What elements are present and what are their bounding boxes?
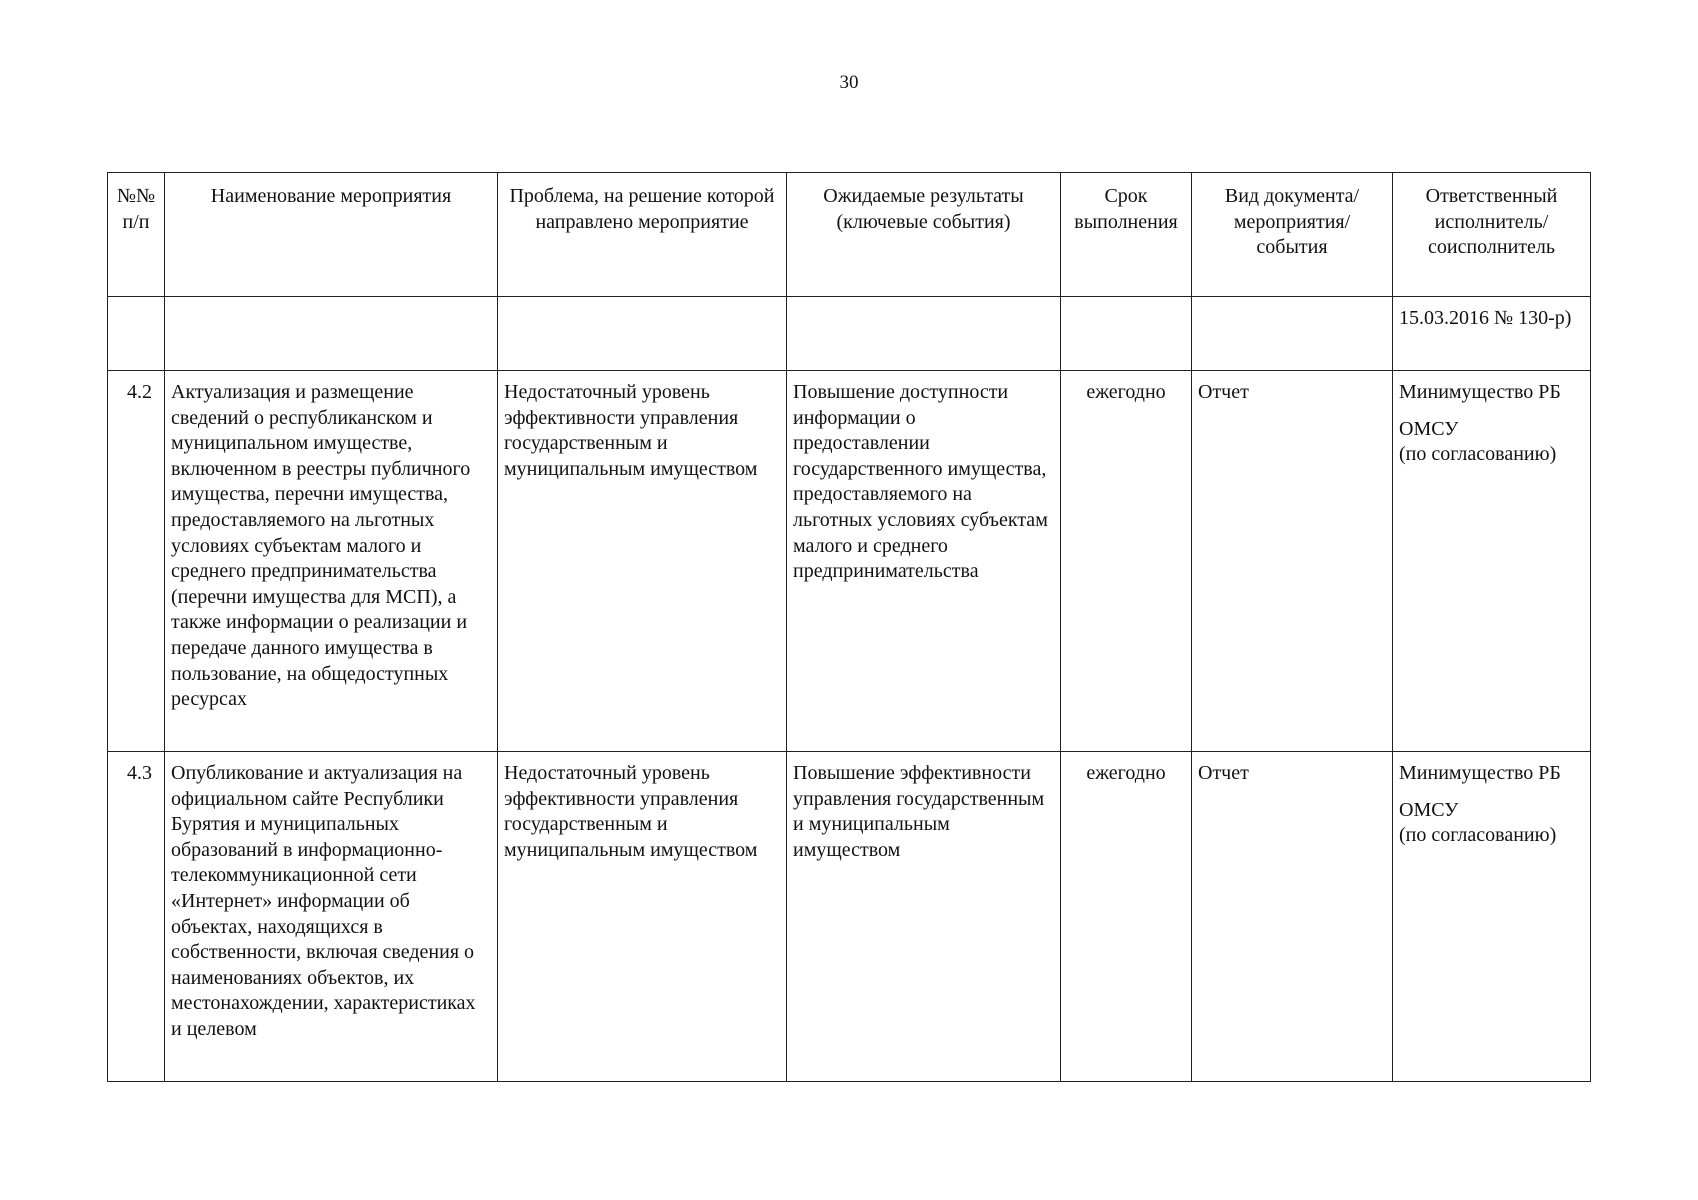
responsible-municipal: ОМСУ <box>1399 417 1459 440</box>
header-activity-name: Наименование мероприятия <box>165 173 498 297</box>
deadline-cell: ежегодно <box>1061 371 1192 752</box>
expected-result-cell: Повышение эффективности управления государственным и муниципальным имуществом <box>787 752 1061 1082</box>
problem-cell: Недостаточный уровень эффективности управления государственным и муниципальным имуществом <box>498 371 787 752</box>
table-header-row <box>108 173 1591 297</box>
deadline-cell <box>1061 297 1192 371</box>
table-row <box>108 371 1591 752</box>
header-document-type: Вид документа/ мероприятия/ события <box>1192 173 1393 297</box>
deadline-cell: ежегодно <box>1061 752 1192 1082</box>
problem-cell <box>498 297 787 371</box>
activity-name-cell: Актуализация и размещение сведений о республиканском и муниципальном имуществе, включенном в реестры публичного имущества, перечни имущества, предоставляемого на льготных условиях субъектам малого и среднего предпринимательства (перечни имущества для МСП), а также информации о реализации и передаче данного имущества в пользование, на общедоступных ресурсах <box>165 371 498 752</box>
responsible-continuation: 15.03.2016 № 130-р) <box>1399 307 1572 329</box>
activity-name-cell: Опубликование и актуализация на официальном сайте Республики Бурятия и муниципальных образований в информационно-телекоммуникационной сети «Интернет» информации об объектах, находящихся в собственности, включая сведения о наименованиях объектов, их местонахождении, характеристиках и целевом <box>165 752 498 1082</box>
responsible-cell <box>1393 297 1591 371</box>
activity-name-cell <box>165 297 498 371</box>
row-number: 4.3 <box>108 752 165 1082</box>
responsible-cell <box>1393 752 1591 1082</box>
document-type-cell: Отчет <box>1192 752 1393 1082</box>
problem-cell: Недостаточный уровень эффективности управления государственным и муниципальным имуществом <box>498 752 787 1082</box>
table-row <box>108 752 1591 1082</box>
document-type-cell <box>1192 297 1393 371</box>
expected-result-cell <box>787 297 1061 371</box>
responsible-municipal: ОМСУ <box>1399 798 1459 821</box>
header-deadline: Срок выполнения <box>1061 173 1192 297</box>
row-number: 4.2 <box>108 371 165 752</box>
page-number: 30 <box>839 72 859 93</box>
responsible-agreement-note: (по согласованию) <box>1399 824 1557 847</box>
responsible-agreement-note: (по согласованию) <box>1399 443 1557 466</box>
table-row <box>108 297 1591 371</box>
header-problem: Проблема, на решение которой направлено мероприятие <box>498 173 787 297</box>
row-number <box>108 297 165 371</box>
responsible-cell <box>1393 371 1591 752</box>
action-plan-table <box>107 172 1591 1082</box>
responsible-ministry: Минимущество РБ <box>1399 762 1561 784</box>
expected-result-cell: Повышение доступности информации о предоставлении государственного имущества, предоставляемого на льготных условиях субъектам малого и среднего предпринимательства <box>787 371 1061 752</box>
header-expected-results: Ожидаемые результаты (ключевые события) <box>787 173 1061 297</box>
responsible-ministry: Минимущество РБ <box>1399 381 1561 403</box>
header-responsible: Ответственный исполнитель/ соисполнитель <box>1393 173 1591 297</box>
header-number: №№ п/п <box>108 173 165 297</box>
document-type-cell: Отчет <box>1192 371 1393 752</box>
